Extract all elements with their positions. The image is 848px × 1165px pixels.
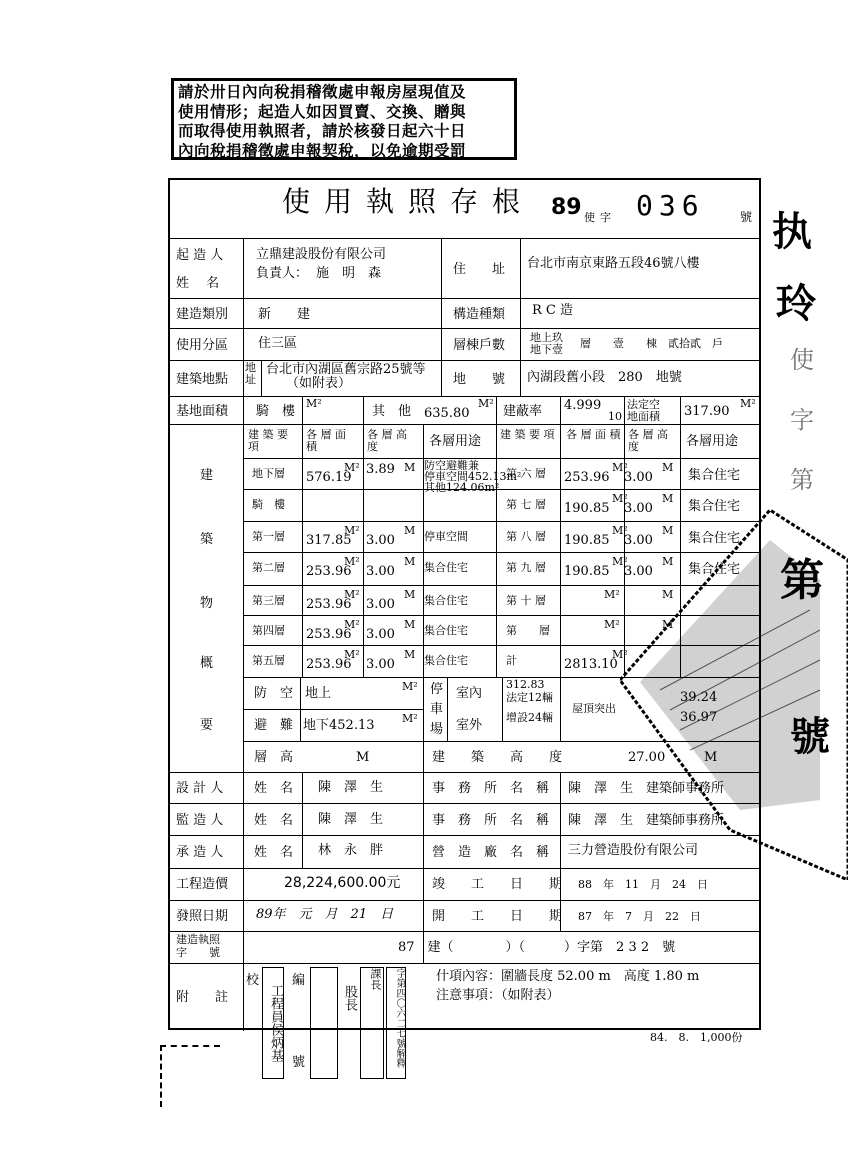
issue-date-label: 發照日期	[176, 909, 229, 924]
notes-line-1: 什項內容：圍牆長度 52.00 m 高度 1.80 m	[436, 969, 700, 984]
shelter-above-unit: M²	[402, 680, 418, 693]
notes-line-2: 注意事項：（如附表）	[436, 988, 560, 1003]
parking-label-2: 車	[430, 702, 444, 717]
designer-office-label: 事 務 所 名 稱	[432, 781, 550, 796]
floor-use: 集合住宅	[688, 468, 741, 483]
designer-office: 陳 澤 生 建築師事務所	[568, 781, 725, 796]
official-seal	[620, 500, 848, 880]
floor-use: 防空避難兼 停車空間452.13m² 其他124.06m²	[424, 459, 522, 494]
floor-height-unit: M	[404, 461, 416, 474]
arcade-unit: M²	[306, 397, 322, 410]
other-unit: M²	[478, 397, 494, 410]
storey-height-unit: M	[356, 750, 370, 765]
floor-name: 第 九 層	[506, 561, 546, 574]
floor-height: 3.89	[366, 462, 395, 477]
supervisor-name: 陳 澤 生	[318, 812, 384, 827]
permit-year: 89	[551, 195, 582, 220]
roof-value-1: 39.24	[680, 690, 718, 705]
permit-label-2: 字 號	[176, 946, 220, 959]
site-addr-label: 地址	[245, 361, 256, 386]
form-code: 84. 8. 1,000份	[650, 1031, 743, 1044]
contractor-name-label: 姓 名	[254, 845, 294, 860]
shelter-label-2: 避 難	[254, 718, 294, 733]
structure-value: R C 造	[532, 303, 573, 318]
address-label: 住 址	[453, 262, 506, 277]
floor-area: 253.96	[306, 597, 352, 612]
other-value: 635.80	[424, 406, 470, 421]
floor-area: 253.96	[306, 657, 352, 672]
shelter-below-unit: M²	[402, 712, 418, 725]
finish-date-label: 竣 工 日 期	[432, 877, 563, 892]
permit-number: 036	[636, 189, 705, 222]
floor-name: 計	[506, 654, 517, 667]
staff-stamp	[310, 967, 338, 1079]
applicant-address: 台北市南京東路五段46號八樓	[527, 256, 700, 271]
floor-area-unit: M²	[344, 618, 360, 631]
side-char-1: 执	[772, 208, 812, 255]
other-label: 其 他	[372, 404, 412, 419]
floor-area-unit: M²	[344, 461, 360, 474]
floor-height: 3.00	[624, 533, 653, 548]
parking-added: 增設24輛	[506, 711, 553, 724]
floor-name: 第 七 層	[506, 498, 546, 511]
supervisor-office-label: 事 務 所 名 稱	[432, 813, 550, 828]
parking-indoor-value: 312.83	[506, 678, 545, 691]
notes-label: 附 註	[176, 990, 229, 1005]
open-area-label-2: 地面積	[627, 410, 660, 423]
floor-name: 第一層	[252, 530, 285, 543]
notice-line-2: 使用情形；起造人如因買賣、交換、贈與	[178, 102, 467, 121]
floor-height-unit: M	[662, 492, 674, 505]
permit-value: 87 建（ ）（ ）字第 2 3 2 號	[398, 940, 676, 955]
coverage-value: 4.999	[564, 398, 602, 413]
floors-label: 層棟戶數	[453, 338, 506, 353]
floor-use: 集合住宅	[424, 654, 468, 667]
floors-above: 地上玖	[530, 331, 563, 344]
finish-date: 88 年 11 月 24 日	[578, 878, 708, 891]
floor-area-unit: M²	[604, 618, 620, 631]
floor-height: 3.00	[366, 597, 395, 612]
floor-name: 第四層	[252, 624, 285, 637]
floor-height-unit: M	[662, 555, 674, 568]
notice-line-4: 內向稅捐稽徵處申報契稅，以免逾期受罰	[178, 141, 467, 160]
header-use-right: 各層用途	[686, 434, 739, 449]
floor-area-unit: M²	[612, 492, 628, 505]
responsible-person: 施 明 森	[316, 266, 382, 281]
supervisor-name-label: 姓 名	[254, 813, 294, 828]
zi-char: 字	[600, 211, 611, 224]
contractor-label: 承 造 人	[176, 845, 224, 860]
header-item-left: 建 築 要 項	[248, 428, 288, 453]
floor-area-unit: M²	[612, 648, 628, 661]
floor-height-unit: M	[662, 588, 674, 601]
applicant-label: 起 造 人	[176, 248, 224, 263]
zoning-label: 使用分區	[176, 338, 229, 353]
parking-legal: 法定12輛	[506, 691, 553, 704]
header-use-left: 各層用途	[429, 434, 482, 449]
floor-area-unit: M²	[344, 648, 360, 661]
parking-label-3: 場	[430, 722, 444, 737]
floor-area-unit: M²	[612, 461, 628, 474]
contractor-office: 三力營造股份有限公司	[568, 843, 699, 858]
stamp-serial: 編	[292, 973, 306, 988]
floor-area-unit: M²	[344, 588, 360, 601]
open-area-unit: M²	[740, 397, 756, 410]
lot-value: 內湖段舊小段 280 地號	[527, 370, 682, 385]
stamp-number: 號	[292, 1055, 306, 1070]
arcade-label: 騎 樓	[256, 404, 296, 419]
structure-label: 構造種類	[453, 307, 506, 322]
floor-use: 集合住宅	[688, 531, 741, 546]
section-chief: 股長	[342, 985, 357, 1011]
start-date: 87 年 7 月 22 日	[578, 910, 701, 923]
area-label: 基地面積	[176, 404, 229, 419]
floor-height-unit: M	[404, 588, 416, 601]
floor-area: 253.96	[306, 564, 352, 579]
floor-height-unit: M	[662, 618, 674, 631]
form-title: 使用執照存根	[282, 185, 535, 218]
hao-char: 號	[740, 210, 753, 224]
designer-name-label: 姓 名	[254, 781, 294, 796]
designer-name: 陳 澤 生	[318, 780, 384, 795]
building-height-value: 27.00	[628, 750, 666, 765]
floor-use: 集合住宅	[424, 561, 468, 574]
interpretation-stamp: 字第四〇六二七號解釋	[386, 967, 406, 1079]
floor-area: 317.85	[306, 533, 352, 548]
designer-label: 設 計 人	[176, 781, 224, 796]
floor-name: 騎 樓	[252, 498, 285, 511]
building-side-1: 建	[200, 468, 214, 483]
floor-area: 253.96	[306, 627, 352, 642]
floor-height-unit: M	[404, 648, 416, 661]
shelter-label-1: 防 空	[254, 686, 294, 701]
use-char: 使	[584, 211, 595, 224]
applicant-company: 立鼎建設股份有限公司	[256, 247, 387, 262]
seal-char-1: 第	[780, 555, 824, 606]
side-char-4: 字	[790, 406, 814, 434]
floor-height: 3.00	[366, 533, 395, 548]
header-item-right: 建 築 要 項	[500, 428, 555, 441]
floor-area: 576.19	[306, 470, 352, 485]
cost-value: 28,224,600.00元	[284, 875, 401, 891]
cost-label: 工程造價	[176, 877, 229, 892]
parking-outdoor-label: 室外	[456, 718, 483, 733]
site-address: 台北市內湖區舊宗路25號等	[266, 362, 426, 377]
floor-name: 第二層	[252, 561, 285, 574]
floor-area-unit: M²	[344, 555, 360, 568]
roof-value-2: 36.97	[680, 710, 718, 725]
lot-label: 地 號	[453, 372, 506, 387]
site-address-note: （如附表）	[286, 376, 352, 391]
floor-height: 3.00	[624, 564, 653, 579]
floor-use: 集合住宅	[688, 562, 741, 577]
floor-area: 190.85	[564, 501, 610, 516]
floor-area-unit: M²	[344, 524, 360, 537]
floor-height: 3.00	[624, 470, 653, 485]
site-label: 建築地點	[176, 372, 229, 387]
header-area-left: 各 層 面 積	[306, 428, 346, 453]
storey-height-label: 層 高	[254, 750, 294, 765]
floor-area: 190.85	[564, 533, 610, 548]
floor-area: 253.96	[564, 470, 610, 485]
header-height-right: 各 層 高 度	[628, 428, 668, 453]
side-char-2: 玲	[776, 280, 816, 327]
floor-area: 190.85	[564, 564, 610, 579]
floor-name: 第 八 層	[506, 530, 546, 543]
floor-name: 第五層	[252, 654, 285, 667]
floor-height-unit: M	[404, 555, 416, 568]
header-area-right: 各 層 面 積	[566, 428, 621, 441]
start-date-label: 開 工 日 期	[432, 909, 563, 924]
open-area-value: 317.90	[684, 404, 730, 419]
floor-use: 集合住宅	[424, 624, 468, 637]
floor-height: 3.00	[366, 564, 395, 579]
contractor-name: 林 永 胖	[318, 843, 384, 858]
floor-use: 集合住宅	[688, 499, 741, 514]
applicant-name-label: 姓 名	[176, 276, 220, 291]
floor-area-unit: M²	[612, 555, 628, 568]
notice-line-1: 請於卅日內向稅捐稽徵處申報房屋現值及	[178, 83, 467, 101]
building-side-5: 要	[200, 718, 214, 733]
shelter-above: 地上	[305, 686, 332, 701]
stamp-check: 校	[246, 973, 260, 988]
stamp-corner-mark	[160, 1045, 220, 1107]
responsible-label: 負責人：	[256, 266, 309, 281]
side-char-3: 使	[790, 346, 814, 374]
floor-height-unit: M	[662, 524, 674, 537]
floor-name: 地下層	[252, 467, 285, 480]
seal-char-2: 號	[790, 713, 830, 760]
floor-height: 3.00	[366, 657, 395, 672]
building-side-3: 物	[200, 596, 214, 611]
chief-stamp: 課長	[360, 967, 384, 1079]
floor-area-unit: M²	[612, 524, 628, 537]
floor-use: 集合住宅	[424, 594, 468, 607]
zoning-value: 住三區	[258, 336, 298, 351]
engineer-stamp: 工程員侯炳基	[262, 967, 284, 1079]
supervisor-label: 監 造 人	[176, 813, 224, 828]
parking-indoor-label: 室內	[456, 686, 483, 701]
open-area-label-1: 法定空	[627, 398, 660, 411]
floor-height-unit: M	[404, 524, 416, 537]
floor-name: 第 層	[506, 624, 550, 637]
side-char-5: 第	[790, 466, 814, 494]
floors-below: 地下壹	[530, 343, 563, 356]
category-value: 新 建	[258, 307, 311, 322]
coverage-label: 建蔽率	[503, 404, 543, 419]
building-side-4: 概	[200, 656, 214, 671]
floors-count: 層 壹 棟 貳拾貳 戶	[580, 337, 723, 350]
building-side-2: 築	[200, 532, 214, 547]
floor-area: 2813.10	[564, 657, 618, 672]
shelter-below: 地下452.13	[303, 718, 375, 733]
floor-height-unit: M	[404, 618, 416, 631]
floor-use: 停車空間	[424, 530, 468, 543]
floor-area-unit: M²	[604, 588, 620, 601]
permit-label-1: 建造執照	[176, 933, 220, 946]
approval-stamps	[242, 965, 407, 1083]
coverage-denominator: 10	[608, 410, 622, 423]
notice-line-3: 而取得使用執照者，請於核發日起六十日	[178, 122, 467, 140]
floor-height: 3.00	[366, 627, 395, 642]
floor-height: 3.00	[624, 501, 653, 516]
contractor-office-label: 營 造 廠 名 稱	[432, 845, 550, 860]
tax-notice	[171, 78, 517, 160]
supervisor-office: 陳 澤 生 建築師事務所	[568, 813, 725, 828]
category-label: 建造類別	[176, 307, 229, 322]
issue-date: 89年 元 月 21 日	[256, 907, 394, 922]
building-height-label: 建 築 高 度	[432, 750, 563, 765]
roof-label: 屋頂突出	[572, 702, 616, 715]
parking-label-1: 停	[430, 682, 444, 697]
header-height-left: 各 層 高 度	[367, 428, 407, 453]
floor-height-unit: M	[662, 461, 674, 474]
floor-name: 第 十 層	[506, 594, 546, 607]
building-height-unit: M	[704, 750, 718, 765]
floor-name: 第三層	[252, 594, 285, 607]
floor-name: 第 六 層	[506, 467, 546, 480]
